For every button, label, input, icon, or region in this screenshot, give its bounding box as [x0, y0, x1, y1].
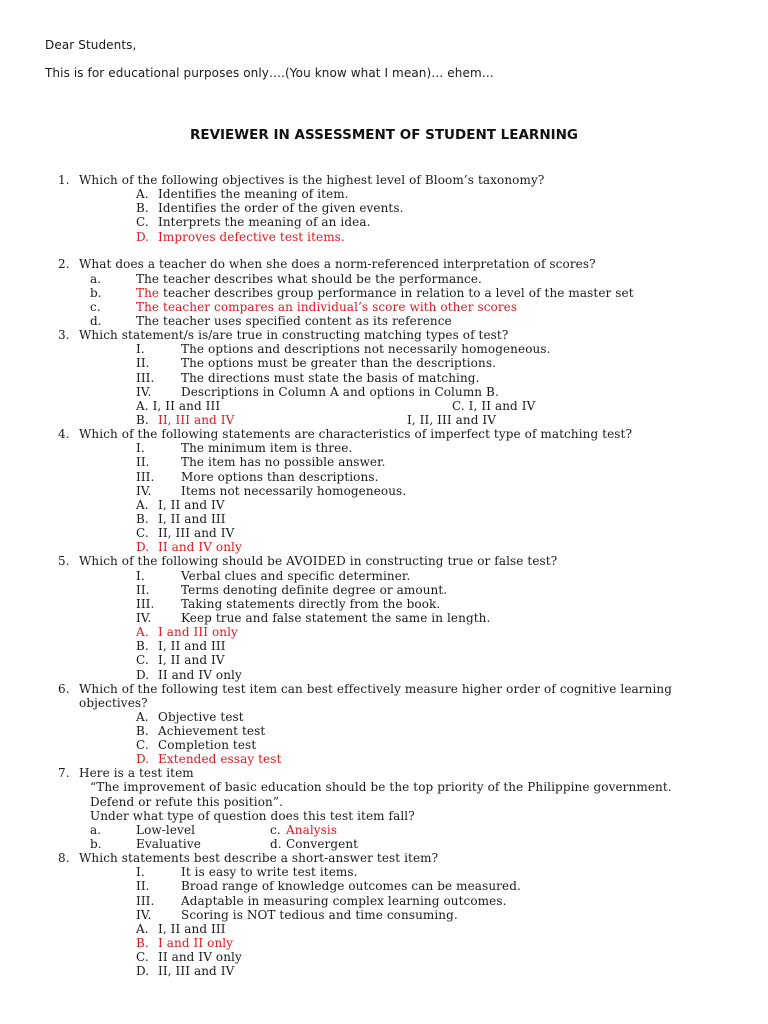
option-marker: D.	[136, 964, 150, 978]
statement-marker: II.	[136, 455, 150, 469]
statement-text: Scoring is NOT tedious and time consuming.	[181, 908, 458, 922]
statement-marker: III.	[136, 470, 155, 484]
statement-text: More options than descriptions.	[181, 470, 379, 484]
answer-text: II, III and IV	[158, 413, 235, 427]
option-text: Identifies the meaning of item.	[158, 187, 349, 201]
option-marker: D.	[136, 668, 150, 682]
option-text: I, II and III	[158, 922, 226, 936]
question-number: 7.	[58, 766, 70, 780]
statement-text: Descriptions in Column A and options in Column B.	[181, 385, 499, 399]
option-text: I, II and IV	[158, 498, 225, 512]
statement-marker: I.	[136, 569, 145, 583]
answer-marker: D.	[136, 540, 150, 554]
answer-marker: B.	[136, 936, 149, 950]
answer-marker: D.	[136, 230, 150, 244]
option-text-rest: teacher describes group performance in relation to a level of the master set	[159, 286, 634, 300]
option-text: I, II and III	[158, 512, 226, 526]
option-marker: b.	[90, 286, 102, 300]
option-d: I, II, III and IV	[407, 413, 496, 427]
statement-text: The minimum item is three.	[181, 441, 353, 455]
statement-marker: I.	[136, 441, 145, 455]
option-text: Objective test	[158, 710, 244, 724]
option-marker: C.	[136, 950, 149, 964]
option-marker: b.	[90, 837, 102, 851]
option-text: II, III and IV	[158, 526, 235, 540]
option-text: I, II and IV	[158, 653, 225, 667]
answer-text: I and II only	[158, 936, 234, 950]
option-text: The teacher describes what should be the performance.	[136, 272, 482, 286]
statement-text: Keep true and false statement the same in length.	[181, 611, 491, 625]
statement-text: It is easy to write test items.	[181, 865, 358, 879]
question-text: Here is a test item	[79, 766, 194, 780]
option-marker: d.	[90, 314, 102, 328]
statement-marker: IV.	[136, 385, 152, 399]
option-marker: A.	[136, 498, 149, 512]
option-text: II, III and IV	[158, 964, 235, 978]
statement-marker: II.	[136, 583, 150, 597]
option-text: Achievement test	[158, 724, 266, 738]
option-marker: a.	[90, 272, 102, 286]
answer-text: Extended essay test	[158, 752, 282, 766]
question-number: 6.	[58, 682, 70, 696]
answer-text: Analysis	[286, 823, 338, 837]
statement-text: Verbal clues and specific determiner.	[181, 569, 411, 583]
answer-marker: D.	[136, 752, 150, 766]
option-text: Convergent	[286, 837, 359, 851]
statement-marker: II.	[136, 879, 150, 893]
option-marker: B.	[136, 413, 149, 427]
statement-text: The options must be greater than the descriptions.	[181, 356, 497, 370]
statement-marker: IV.	[136, 908, 152, 922]
option-text: I, II and III	[158, 639, 226, 653]
option-c: C. I, II and IV	[452, 399, 536, 413]
option-marker: C.	[136, 526, 149, 540]
quote-line-1: “The improvement of basic education should be the top priority of the Philippine government.	[90, 780, 672, 794]
question-number: 4.	[58, 427, 70, 441]
option-a: A. I, II and III	[136, 399, 221, 413]
question-text: Which of the following objectives is the highest level of Bloom’s taxonomy?	[79, 173, 545, 187]
option-marker: B.	[136, 639, 149, 653]
answer-text: I and III only	[158, 625, 238, 639]
option-text: Low-level	[136, 823, 196, 837]
greeting: Dear Students,	[45, 38, 137, 52]
statement-text: Items not necessarily homogeneous.	[181, 484, 407, 498]
question-text: Which statements best describe a short-answer test item?	[79, 851, 439, 865]
option-marker: c.	[270, 823, 281, 837]
question-text: What does a teacher do when she does a norm-referenced interpretation of scores?	[79, 257, 596, 271]
statement-marker: I.	[136, 342, 145, 356]
answer-text: II and IV only	[158, 540, 242, 554]
option-marker: B.	[136, 724, 149, 738]
statement-marker: IV.	[136, 484, 152, 498]
option-marker: a.	[90, 823, 102, 837]
option-marker: C.	[136, 215, 149, 229]
statement-marker: III.	[136, 894, 155, 908]
option-text: The teacher uses specified content as its reference	[136, 314, 452, 328]
option-text: II and IV only	[158, 950, 242, 964]
question-number: 8.	[58, 851, 70, 865]
option-text: Completion test	[158, 738, 257, 752]
question-text: Which statement/s is/are true in constructing matching types of test?	[79, 328, 509, 342]
intro-line: This is for educational purposes only….(You know what I mean)… ehem…	[45, 66, 494, 80]
question-number: 5.	[58, 554, 70, 568]
question-text-continued: objectives?	[79, 696, 148, 710]
statement-text: Broad range of knowledge outcomes can be measured.	[181, 879, 521, 893]
option-text-red-part: The	[136, 286, 160, 300]
document-title: REVIEWER IN ASSESSMENT OF STUDENT LEARNING	[189, 127, 579, 143]
answer-marker: A.	[136, 625, 149, 639]
statement-marker: IV.	[136, 611, 152, 625]
option-marker: A.	[136, 922, 149, 936]
statement-marker: III.	[136, 371, 155, 385]
question-text: Which of the following should be AVOIDED in constructing true or false test?	[79, 554, 558, 568]
question-text: Which of the following statements are characteristics of imperfect type of matching test?	[79, 427, 633, 441]
option-text	[136, 286, 634, 300]
statement-marker: I.	[136, 865, 145, 879]
option-text: II and IV only	[158, 668, 242, 682]
quote-line-2: Defend or refute this position”.	[90, 795, 284, 809]
option-marker: A.	[136, 710, 149, 724]
statement-text: The options and descriptions not necessarily homogeneous.	[181, 342, 551, 356]
option-marker: B.	[136, 512, 149, 526]
statement-text: The item has no possible answer.	[181, 455, 386, 469]
question-number: 2.	[58, 257, 70, 271]
statement-text: Terms denoting definite degree or amount.	[181, 583, 448, 597]
statement-marker: III.	[136, 597, 155, 611]
option-text: Identifies the order of the given events.	[158, 201, 404, 215]
question-text: Which of the following test item can best effectively measure higher order of cognitive learning	[79, 682, 672, 696]
statement-marker: II.	[136, 356, 150, 370]
question-number: 1.	[58, 173, 70, 187]
option-marker: c.	[90, 300, 101, 314]
statement-text: Adaptable in measuring complex learning outcomes.	[181, 894, 507, 908]
answer-text: The teacher compares an individual’s score with other scores	[136, 300, 518, 314]
option-marker: C.	[136, 738, 149, 752]
option-marker: d.	[270, 837, 282, 851]
option-marker: C.	[136, 653, 149, 667]
statement-text: Taking statements directly from the book.	[181, 597, 441, 611]
question-number: 3.	[58, 328, 70, 342]
option-marker: B.	[136, 201, 149, 215]
answer-text: Improves defective test items.	[158, 230, 345, 244]
option-marker: A.	[136, 187, 149, 201]
option-text: Evaluative	[136, 837, 201, 851]
question-prompt: Under what type of question does this test item fall?	[90, 809, 415, 823]
statement-text: The directions must state the basis of matching.	[181, 371, 480, 385]
option-text: Interprets the meaning of an idea.	[158, 215, 371, 229]
